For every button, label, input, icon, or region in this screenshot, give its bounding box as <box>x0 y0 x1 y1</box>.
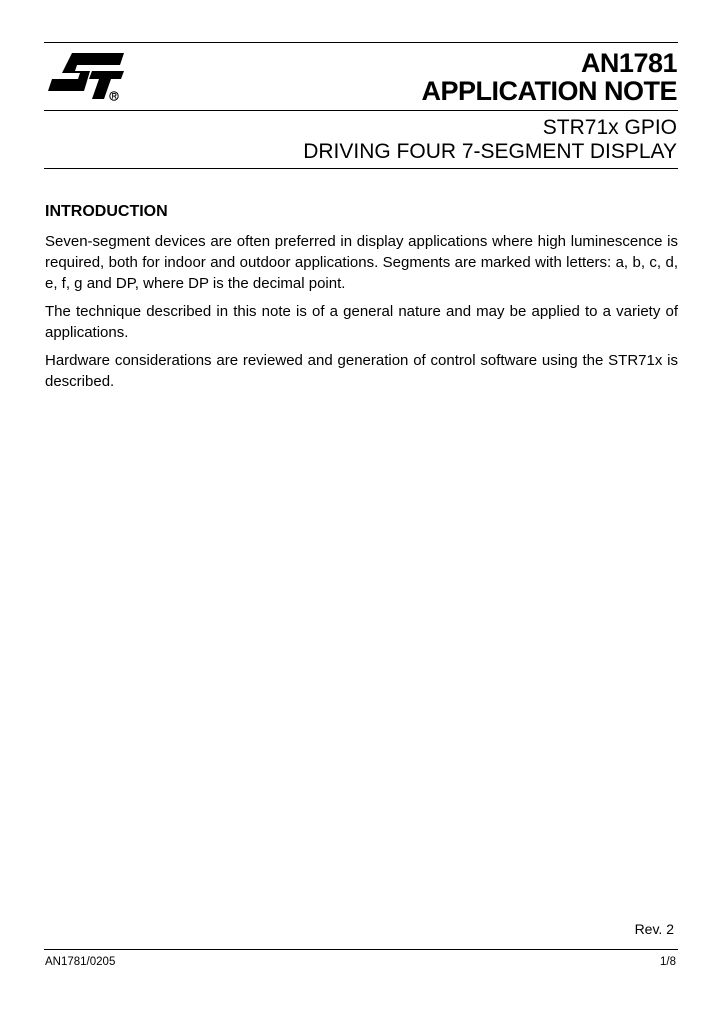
footer-page-number: 1/8 <box>660 956 676 968</box>
title-rule <box>44 110 678 111</box>
footer-rule <box>44 949 678 950</box>
revision-label: Rev. 2 <box>634 921 674 937</box>
footer-document-code: AN1781/0205 <box>45 956 116 968</box>
section-heading: INTRODUCTION <box>45 203 168 220</box>
subtitle-line-1: STR71x GPIO <box>542 116 677 139</box>
subtitle-rule <box>44 168 678 169</box>
paragraph: Seven-segment devices are often preferred in display applications where high luminescence is required, both for indoor and outdoor applications. Segments are marked with letters: a, b, c, d, e, f, g and DP, where DP is the decimal point. <box>45 233 678 292</box>
document-type: APPLICATION NOTE <box>421 76 677 106</box>
paragraph: Hardware considerations are reviewed and generation of control software using the STR71x is described. <box>45 352 678 390</box>
paragraph: The technique described in this note is of a general nature and may be applied to a variety of applications. <box>45 303 678 341</box>
st-logo-icon <box>44 51 128 107</box>
top-rule <box>44 42 678 43</box>
document-number: AN1781 <box>580 48 677 78</box>
subtitle-line-2: DRIVING FOUR 7-SEGMENT DISPLAY <box>303 140 677 163</box>
